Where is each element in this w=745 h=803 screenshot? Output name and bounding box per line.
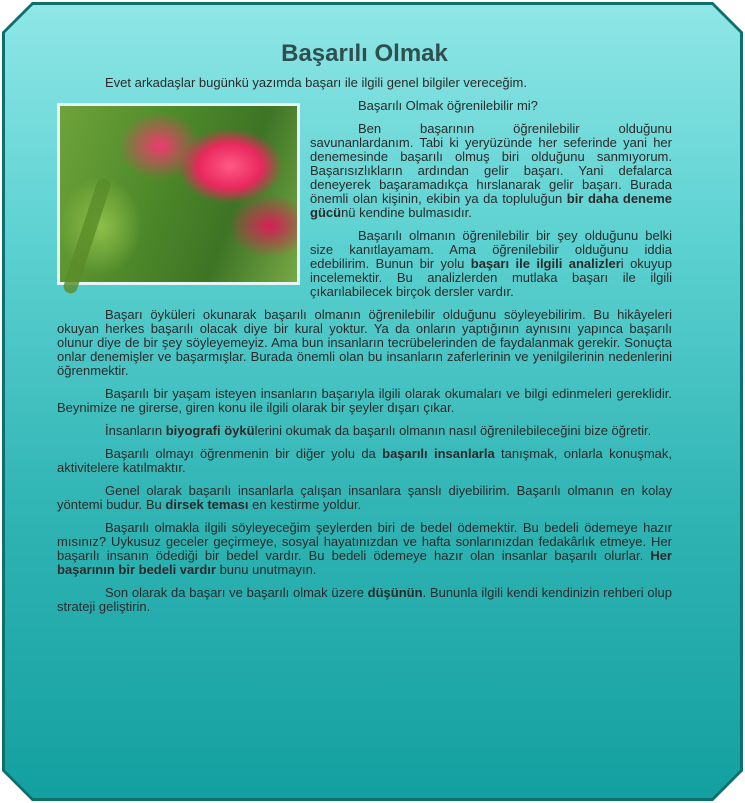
paragraph-3: Başarı öyküleri okunarak başarılı olmanın öğrenilebilir olduğunu söyleyebilirim. Bu hikâyeleri okuyan herkes başarılı olacak diye bir kural yoktur. Ya da onların yaptığının aynısını yapınca başarılı olunur diye de bir şey söyleyemeyiz. Ama bun insanların tecrübelerinden de faydalanmak gerekir. Sonuçta onlar denemişler ve başarmışlar. Burada önemli olan bu insanların zaferlerinin ve yenilgilerinin nedenlerini öğrenmektir.	[57, 307, 672, 378]
bold-phrase: bir daha deneme gücü	[310, 191, 673, 220]
bold-phrase: başarı ile ilgili analizler	[470, 256, 621, 271]
rose-image	[57, 103, 300, 285]
paragraph-9: Son olarak da başarı ve başarılı olmak üzere düşünün. Bununla ilgili kendi kendinizin rehberi olup strateji geliştirin.	[57, 585, 672, 614]
bold-phrase: Her başarının bir bedeli vardır	[57, 548, 672, 577]
article-title: Başarılı Olmak	[281, 40, 448, 67]
question-paragraph: Başarılı Olmak öğrenilebilir mi?	[358, 98, 538, 113]
paragraph-1: Ben başarının öğrenilebilir olduğunu savunanlardanım. Tabi ki yeryüzünde her seferinde yani her denemesinde başarılı olmuş biri olduğunu sanmıyorum. Başarısızlıkların ardından gelir başarı. Yani defalarca deneyerek başaramadıkça hırslanarak gelir başarı. Burada önemli olan kişinin, ekibin ya da topluluğun bir daha deneme gücünü kendine bulmasıdır.	[310, 121, 673, 220]
intro-paragraph: Evet arkadaşlar bugünkü yazımda başarı ile ilgili genel bilgiler vereceğim.	[105, 75, 527, 90]
paragraph-8: Başarılı olmakla ilgili söyleyeceğim şeylerden biri de bedel ödemektir. Bu bedeli ödemeye hazır mısınız? Uykusuz geceler geçirmeye, sosyal hayatınızdan ve hafta sonlarınızdan fedakârlık etmeye. Her başarılı insanın ödediği bir bedel vardır. Bu bedeli ödemeye hazır olan insanlar başarılı olurlar. Her başarının bir bedeli vardır bunu unutmayın.	[57, 520, 672, 577]
bold-phrase: düşünün	[367, 585, 423, 600]
bold-phrase: biyografi öykü	[165, 423, 255, 438]
bold-phrase: başarılı insanlarla	[382, 446, 495, 461]
paragraph-6: Başarılı olmayı öğrenmenin bir diğer yolu da başarılı insanlarla tanışmak, onlarla konuşmak, aktivitelere katılmaktır.	[57, 446, 672, 475]
paragraph-5: İnsanların biyografi öykülerini okumak da başarılı olmanın nasıl öğrenilebileceğini bize öğretir.	[105, 423, 652, 438]
bold-phrase: dirsek teması	[165, 497, 249, 512]
paragraph-2: Başarılı olmanın öğrenilebilir bir şey olduğunu belki size kanıtlayamam. Ama öğrenilebilir olduğunu iddia edebilirim. Bunun bir yolu başarı ile ilgili analizleri okuyup incelemektir. Bu analizlerden mutlaka başarı ile ilgili çıkarılabilecek birçok dersler vardır.	[310, 228, 672, 299]
paragraph-4: Başarılı bir yaşam isteyen insanların başarıyla ilgili olarak okumaları ve bilgi edinmeleri gereklidir. Beynimize ne girerse, giren konu ile ilgili olarak bir şeyler dışarı çıkar.	[57, 386, 672, 415]
paragraph-7: Genel olarak başarılı insanlarla çalışan insanlara şanslı diyebilirim. Başarılı olmanın en kolay yöntemi budur. Bu dirsek teması en kestirme yoldur.	[57, 483, 672, 512]
article-content	[57, 40, 672, 623]
